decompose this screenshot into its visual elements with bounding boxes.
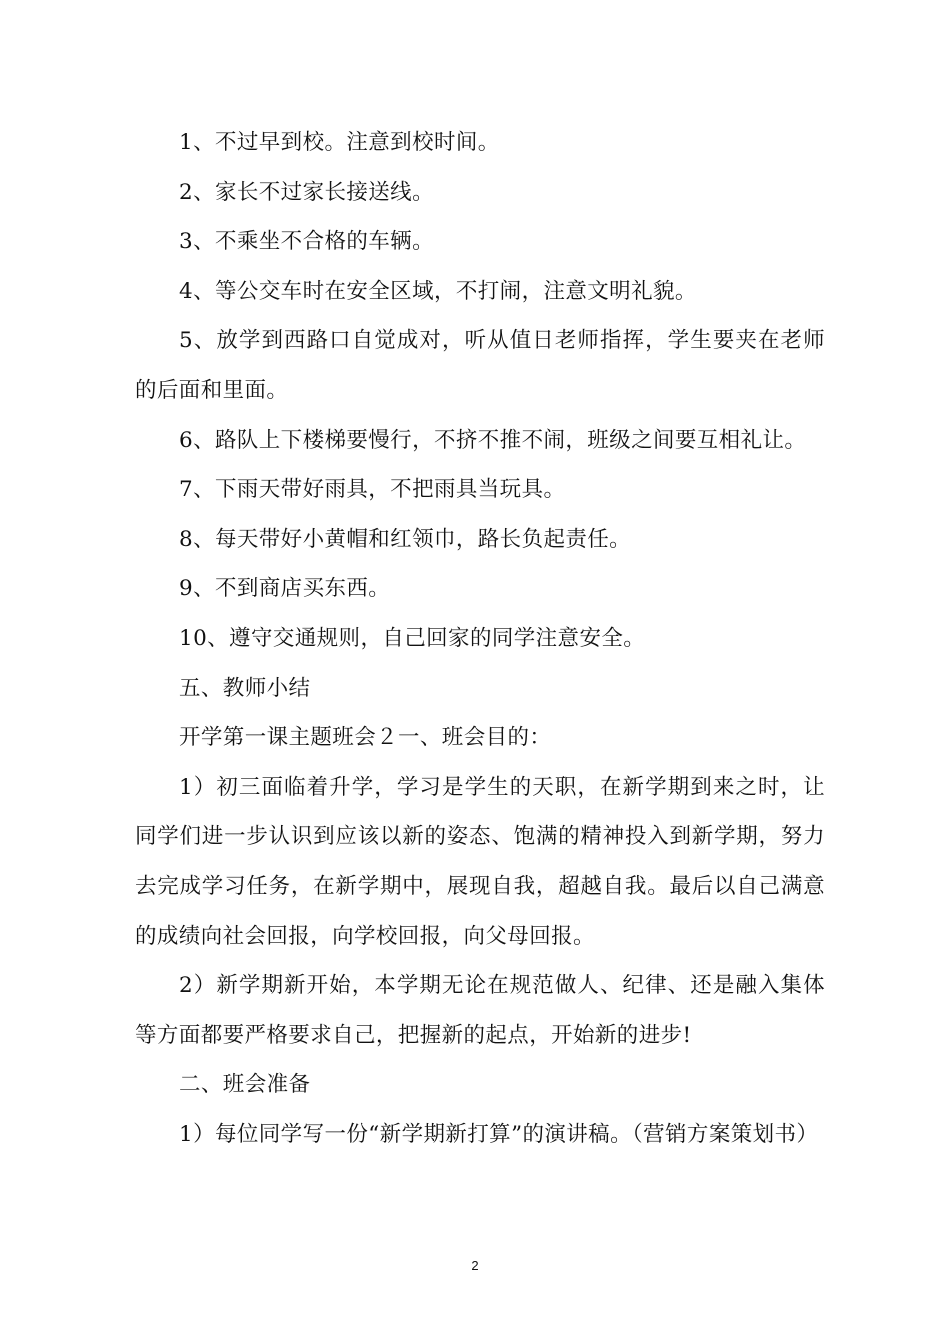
paragraph: 8、每天带好小黄帽和红领巾，路长负起责任。 xyxy=(179,526,632,552)
paragraph: 6、路队上下楼梯要慢行，不挤不推不闹，班级之间要互相礼让。 xyxy=(179,427,807,453)
paragraph: 7、下雨天带好雨具，不把雨具当玩具。 xyxy=(179,477,566,503)
paragraph: 1、不过早到校。注意到校时间。 xyxy=(179,130,500,155)
section-heading: 五、教师小结 xyxy=(179,675,311,701)
paragraph: 2、家长不过家长接送线。 xyxy=(179,179,434,205)
paragraph: 5、放学到西路口自觉成对，听从值日老师指挥，学生要夹在老师的后面和里面。 xyxy=(135,328,825,403)
paragraph: 9、不到商店买东西。 xyxy=(179,576,391,602)
page-number: 2 xyxy=(471,1258,479,1273)
section-heading: 二、班会准备 xyxy=(179,1072,311,1098)
section-heading: 开学第一课主题班会２一、班会目的： xyxy=(179,725,552,751)
paragraph: 3、不乘坐不合格的车辆。 xyxy=(179,229,434,255)
paragraph: 4、等公交车时在安全区域，不打闹，注意文明礼貌。 xyxy=(179,278,697,304)
document-body xyxy=(135,118,825,1159)
paragraph: 1）初三面临着升学，学习是学生的天职，在新学期到来之时，让同学们进一步认识到应该以新的姿态、饱满的精神投入到新学期，努力去完成学习任务，在新学期中，展现自我，超越自我。最后以自己满意的成绩向社会回报，向学校回报，向父母回报。 xyxy=(135,774,825,949)
paragraph: 2）新学期新开始，本学期无论在规范做人、纪律、还是融入集体等方面都要严格要求自己，把握新的起点，开始新的进步! xyxy=(135,973,825,1048)
paragraph: 1）每位同学写一份“新学期新打算”的演讲稿。（营销方案策划书） xyxy=(179,1121,819,1147)
paragraph: 10、遵守交通规则，自己回家的同学注意安全。 xyxy=(179,625,646,651)
